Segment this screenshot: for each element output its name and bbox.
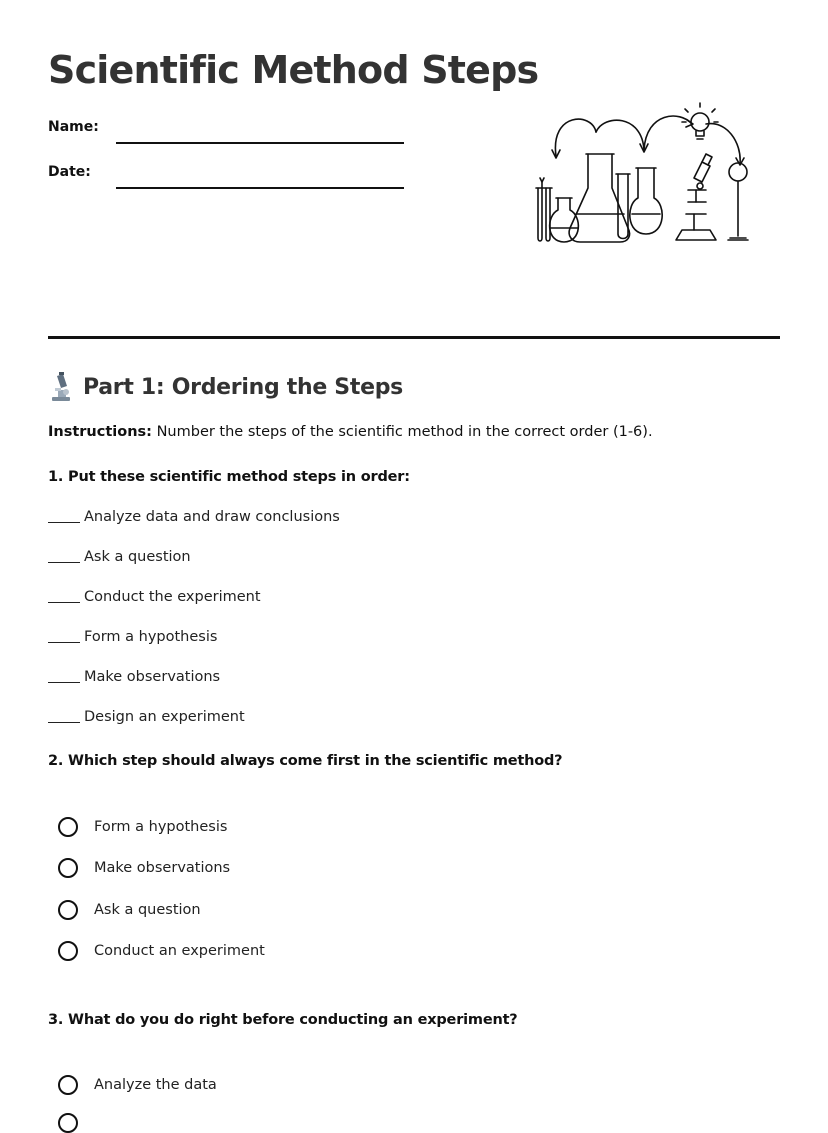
- order-item-label: Ask a question: [84, 549, 191, 565]
- instructions-label: Instructions:: [48, 424, 152, 440]
- date-input-line[interactable]: [116, 187, 404, 189]
- option-label: Analyze the data: [94, 1077, 217, 1093]
- answer-blank[interactable]: [48, 642, 80, 643]
- answer-blank[interactable]: [48, 602, 80, 603]
- option-label: Make observations: [94, 860, 231, 876]
- question-3-prompt: 3. What do you do right before conducting an experiment?: [48, 1012, 518, 1028]
- answer-option[interactable]: [58, 941, 265, 961]
- order-item: [48, 669, 220, 685]
- order-item: [48, 509, 340, 525]
- worksheet-page: [48, 0, 780, 1118]
- question-2-prompt: 2. Which step should always come first in the scientific method?: [48, 753, 563, 769]
- instructions: [48, 424, 653, 440]
- part1-heading: [48, 372, 403, 402]
- date-field: [48, 161, 404, 185]
- science-lab-equipment-icon: [530, 102, 762, 248]
- option-label: Form a hypothesis: [94, 819, 228, 835]
- answer-option[interactable]: [58, 858, 230, 878]
- answer-option[interactable]: [58, 1113, 94, 1133]
- answer-blank[interactable]: [48, 722, 80, 723]
- instructions-text: Number the steps of the scientific method in the correct order (1-6).: [151, 424, 653, 440]
- name-label: Name:: [48, 119, 99, 135]
- section-divider: [48, 336, 780, 339]
- answer-blank[interactable]: [48, 682, 80, 683]
- option-label: Ask a question: [94, 902, 201, 918]
- order-item-label: Form a hypothesis: [84, 629, 218, 645]
- radio-button[interactable]: [58, 900, 78, 920]
- name-field: [48, 116, 404, 140]
- order-item: [48, 589, 261, 605]
- page-title: Scientific Method Steps: [48, 48, 539, 92]
- radio-button[interactable]: [58, 817, 78, 837]
- order-item-label: Design an experiment: [84, 709, 245, 725]
- question-1-prompt: 1. Put these scientific method steps in order:: [48, 469, 410, 485]
- order-item: [48, 629, 217, 645]
- answer-option[interactable]: [58, 817, 227, 837]
- answer-option[interactable]: [58, 1075, 217, 1095]
- order-item-label: Make observations: [84, 669, 221, 685]
- date-label: Date:: [48, 164, 91, 180]
- order-item: [48, 709, 245, 725]
- option-label: Conduct an experiment: [94, 943, 265, 959]
- radio-button[interactable]: [58, 1113, 78, 1133]
- radio-button[interactable]: [58, 1075, 78, 1095]
- part1-title: Part 1: Ordering the Steps: [83, 374, 403, 400]
- answer-blank[interactable]: [48, 522, 80, 523]
- radio-button[interactable]: [58, 941, 78, 961]
- answer-option[interactable]: [58, 900, 201, 920]
- answer-blank[interactable]: [48, 562, 80, 563]
- name-input-line[interactable]: [116, 142, 404, 144]
- order-item: [48, 549, 191, 565]
- order-item-label: Conduct the experiment: [84, 589, 261, 605]
- order-item-label: Analyze data and draw conclusions: [84, 509, 340, 525]
- radio-button[interactable]: [58, 858, 78, 878]
- microscope-icon: [48, 372, 74, 402]
